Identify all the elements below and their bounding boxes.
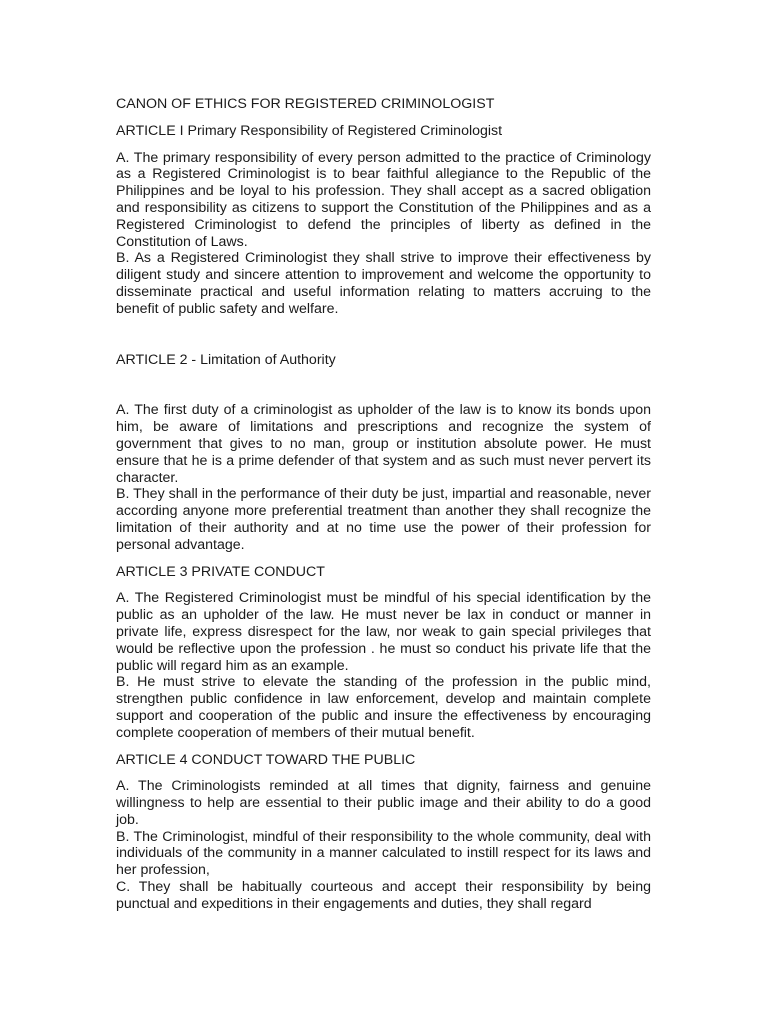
article-2-heading: ARTICLE 2 - Limitation of Authority xyxy=(116,351,336,368)
document-body xyxy=(116,96,651,913)
article-3-paragraph-b: B. He must strive to elevate the standing of the profession in the public mind, strengthen public confidence in law enforcement, develop and maintain complete support and cooperation of the public and insure the effectiveness by encouraging complete cooperation of members of their mutual benefit. xyxy=(116,674,651,741)
article-4-paragraph-b: B. The Criminologist, mindful of their responsibility to the whole community, deal with individuals of the community in a manner calculated to instill respect for its laws and her profession, xyxy=(116,828,651,879)
article-4-heading: ARTICLE 4 CONDUCT TOWARD THE PUBLIC xyxy=(116,751,416,768)
article-2-paragraph-a: A. The first duty of a criminologist as upholder of the law is to know its bonds upon him, be aware of limitations and prescriptions and recognize the system of government that gives to no man, group or institution absolute power. He must ensure that he is a prime defender of that system and as such must never pervert its character. xyxy=(116,402,651,486)
article-1-paragraph-b: B. As a Registered Criminologist they shall strive to improve their effectiveness by diligent study and sincere attention to improvement and welcome the opportunity to disseminate practical and useful information relating to matters accruing to the benefit of public safety and welfare. xyxy=(116,250,651,317)
article-4 xyxy=(116,752,651,913)
article-4-paragraph-a: A. The Criminologists reminded at all times that dignity, fairness and genuine willingness to help are essential to their public image and their ability to do a good job. xyxy=(116,778,651,828)
article-3 xyxy=(116,564,651,742)
article-1-paragraph-a: A. The primary responsibility of every person admitted to the practice of Criminology as a Registered Criminologist is to bear faithful allegiance to the Republic of the Philippines and be loyal to his profession. They shall accept as a sacred obligation and responsibility as citizens to support the Constitution of the Philippines and as a Registered Criminologist to defend the principles of liberty as defined in the Constitution of Laws. xyxy=(116,149,651,250)
article-3-paragraph-a: A. The Registered Criminologist must be mindful of his special identification by the public as an upholder of the law. He must never be lax in conduct or manner in private life, express disrespect for the law, nor weak to gain special privileges that would be reflective upon the profession . he must so conduct his private life that the public will regard him as an example. xyxy=(116,590,651,674)
document-title: CANON OF ETHICS FOR REGISTERED CRIMINOLOGIST xyxy=(116,96,495,112)
article-1-heading: ARTICLE I Primary Responsibility of Registered Criminologist xyxy=(116,122,503,139)
article-1 xyxy=(116,123,651,318)
article-3-heading: ARTICLE 3 PRIVATE CONDUCT xyxy=(116,563,325,580)
article-2-paragraph-b: B. They shall in the performance of their duty be just, impartial and reasonable, never according anyone more preferential treatment than another they shall recognize the limitation of their authority and at no time use the power of their profession for personal advantage. xyxy=(116,486,651,553)
article-4-paragraph-c: C. They shall be habitually courteous and accept their responsibility by being punctual and expeditions in their engagements and duties, they shall regard xyxy=(116,879,651,912)
article-2 xyxy=(116,352,651,554)
